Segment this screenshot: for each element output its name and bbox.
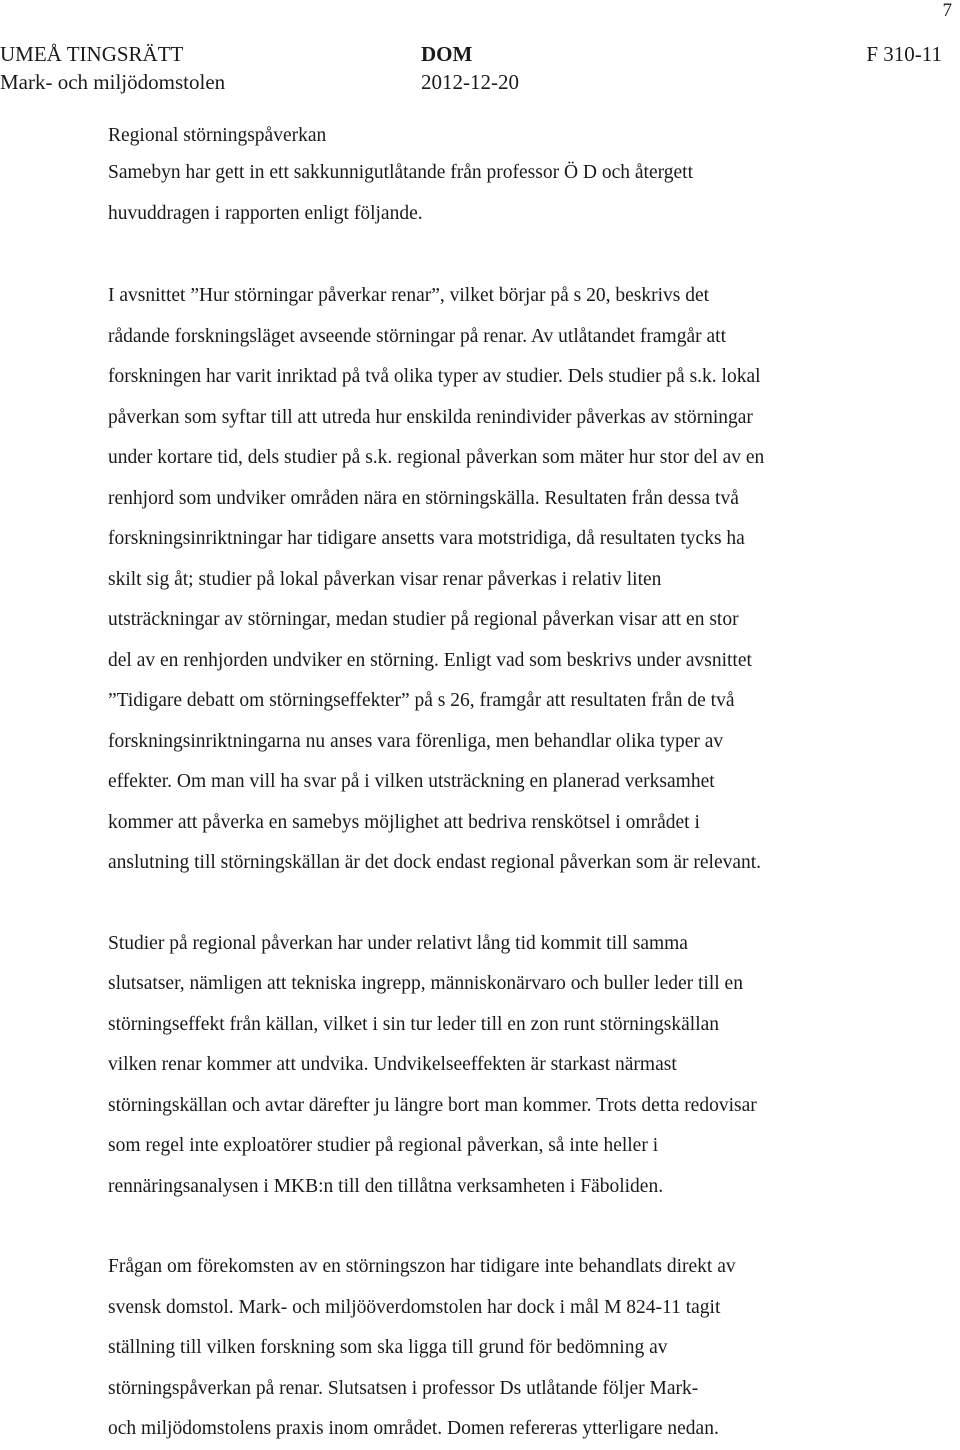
text-line: Samebyn har gett in ett sakkunnigutlåtande från professor Ö D och återgett: [108, 162, 694, 183]
text-line: anslutning till störningskällan är det dock endast regional påverkan som är relevant.: [108, 852, 762, 873]
text-line: forskningen har varit inriktad på två olika typer av studier. Dels studier på s.k. lokal: [108, 366, 761, 387]
text-line: huvuddragen i rapporten enligt följande.: [108, 202, 423, 224]
text-line: ställning till vilken forskning som ska ligga till grund för bedömning av: [108, 1337, 668, 1358]
text-line: störningseffekt från källan, vilket i sin tur leder till en zon runt störningskällan: [108, 1013, 720, 1035]
text-line: störningskällan och avtar därefter ju längre bort man kommer. Trots detta redovisar: [108, 1094, 757, 1116]
text-line: ”Tidigare debatt om störningseffekter” på s 26, framgår att resultaten från de två: [108, 690, 735, 711]
text-line: I avsnittet ”Hur störningar påverkar renar”, vilket börjar på s 20, beskrivs det: [108, 285, 710, 306]
paragraph: [108, 276, 908, 884]
document-type: DOM: [421, 42, 473, 66]
text-line: rådande forskningsläget avseende störningar på renar. Av utlåtandet framgår att: [108, 325, 726, 347]
text-line: effekter. Om man vill ha svar på i vilken utsträckning en planerad verksamhet: [108, 771, 715, 792]
text-line: slutsatser, nämligen att tekniska ingrepp, människonärvaro och buller leder till en: [108, 973, 743, 994]
text-line: under kortare tid, dels studier på s.k. regional påverkan som mäter hur stor del av en: [108, 447, 765, 468]
text-line: Frågan om förekomsten av en störningszon har tidigare inte behandlats direkt av: [108, 1256, 736, 1277]
text-line: vilken renar kommer att undvika. Undvikelseeffekten är starkast närmast: [108, 1054, 677, 1075]
text-line: som regel inte exploatörer studier på regional påverkan, så inte heller i: [108, 1135, 659, 1156]
text-line: forskningsinriktningar har tidigare ansetts vara motstridiga, då resultaten tycks ha: [108, 528, 745, 549]
paragraph: [108, 924, 908, 1208]
page-number: 7: [942, 0, 952, 21]
document-date: 2012-12-20: [421, 70, 519, 94]
text-line: skilt sig åt; studier på lokal påverkan visar renar påverkas i relativ liten: [108, 568, 662, 590]
text-line: forskningsinriktningarna nu anses vara förenliga, men behandlar olika typer av: [108, 730, 724, 752]
text-line: utsträckningar av störningar, medan studier på regional påverkan visar att en stor: [108, 609, 739, 630]
court-name: UMEÅ TINGSRÄTT: [0, 42, 184, 66]
text-line: kommer att påverka en samebys möjlighet att bedriva renskötsel i området i: [108, 811, 700, 833]
section-heading: Regional störningspåverkan: [108, 125, 327, 146]
text-line: påverkan som syftar till att utreda hur enskilda renindivider påverkas av störningar: [108, 406, 753, 428]
text-line: och miljödomstolens praxis inom området. Domen refereras ytterligare nedan.: [108, 1418, 719, 1439]
paragraph: [108, 153, 908, 234]
case-number: F 310-11: [866, 42, 942, 66]
text-line: svensk domstol. Mark- och miljööverdomstolen har dock i mål M 824-11 tagit: [108, 1296, 721, 1318]
document-header: [0, 40, 960, 100]
court-division: Mark- och miljödomstolen: [0, 70, 226, 94]
text-line: störningspåverkan på renar. Slutsatsen i professor Ds utlåtande följer Mark-: [108, 1377, 699, 1399]
text-line: Studier på regional påverkan har under relativt lång tid kommit till samma: [108, 932, 688, 954]
document-body: [108, 119, 908, 1450]
text-line: rennäringsanalysen i MKB:n till den tillåtna verksamheten i Fäboliden.: [108, 1175, 664, 1197]
text-line: del av en renhjorden undviker en störning. Enligt vad som beskrivs under avsnittet: [108, 649, 752, 671]
text-line: renhjord som undviker områden nära en störningskälla. Resultaten från dessa två: [108, 487, 739, 509]
paragraph: [108, 1247, 908, 1450]
